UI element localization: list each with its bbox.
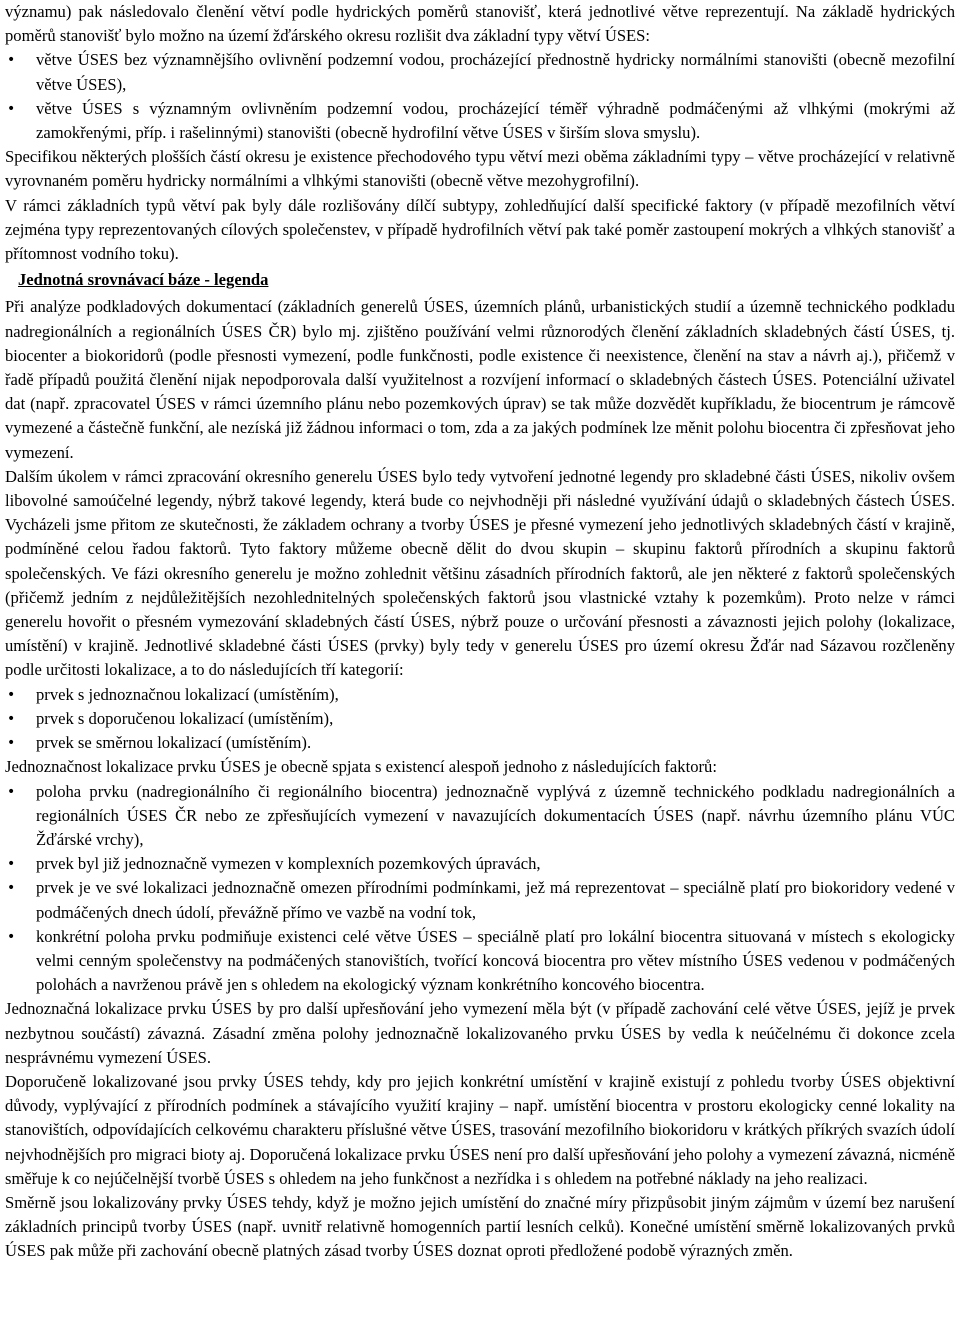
list-item: • prvek s jednoznačnou lokalizací (umístěním), [5,683,955,707]
paragraph-specifics: Specifikou některých plošších částí okresu je existence přechodového typu větví mezi oběma základními typy – větve procházející v relativně vyrovnaném poměru hydricky normálními a vlhkými stanovišti (obecně větve mezohygrofilní). [5,147,955,191]
intro-paragraph: významu) pak následovalo členění větví podle hydrických poměrů stanovišť, která jednotlivé větve reprezentují. Na základě hydrických poměrů stanovišť bylo možno na území žďárského okresu rozlišit dva základní typy větví ÚSES: [5,2,955,46]
section-heading [18,268,955,292]
section-heading-text: Jednotná srovnávací báze - legenda [18,270,269,290]
paragraph-binding: Jednoznačná lokalizace prvku ÚSES by pro další upřesňování jeho vymezení měla být (v případě zachování celé větve ÚSES, jejíž je prvek nezbytnou součástí) závazná. Zásadní změna polohy jednoznačně lokalizovaného prvku ÚSES by vedla k neúčelnému či dokonce zcela nesprávnému vymezení ÚSES. [5,999,955,1067]
paragraph-analysis: Při analýze podkladových dokumentací (základních generelů ÚSES, územních plánů, urbanistických studií a územně technického podkladu nadregionálních a regionálních ÚSES ČR) bylo mj. zjištěno používání velmi různorodých členění základních skladebných částí ÚSES, tj. biocenter a biokoridorů (podle přesnosti vymezení, podle funkčnosti, podle existence či neexistence, členění na stav a návrh aj.), přičemž v řadě případů použitá členění nijak nepodporovala další využitelnost a rozvíjení informací o skladebných částech ÚSES. Potenciální uživatel dat (např. zpracovatel ÚSES v rámci územního plánu nebo pozemkových úprav) se tak může dozvědět kupříkladu, že biocentrum je rámcově vymezené a částečně funkční, ale nezíská již žádnou informaci o tom, zda a za jakých podmínek lze měnit polohu biocentra či zpřesňovat jeho vymezení. [5,297,955,462]
branch-type-list [5,48,955,145]
factor-list [5,780,955,998]
list-item: • větve ÚSES s významným ovlivněním podzemní vodou, procházející téměř výhradně podmáčenými až vlhkými (mokrými až zamokřenými, příp. i rašelinnými) stanovišti (obecně hydrofilní větve ÚSES v širším slova smyslu). [5,97,955,145]
paragraph-unambiguous: Jednoznačnost lokalizace prvku ÚSES je obecně spjata s existencí alespoň jednoho z následujících faktorů: [5,757,717,777]
localization-category-list [5,683,955,756]
list-item: • prvek s doporučenou lokalizací (umístěním), [5,707,955,731]
list-item: • prvek byl již jednoznačně vymezen v komplexních pozemkových úpravách, [5,852,955,876]
list-item: • konkrétní poloha prvku podmiňuje existenci celé větve ÚSES – speciálně platí pro lokální biocentra situovaná v místech s ekologicky velmi cenným společenstvy na podmáčených stanovištích, tvořící koncová biocentra pro větev místního ÚSES vedenou v podmáčených polohách a navrženou právě jen s ohledem na ekologický význam konkrétního koncového biocentra. [5,925,955,998]
list-item: • prvek se směrnou lokalizací (umístěním). [5,731,955,755]
list-item: • větve ÚSES bez významnějšího ovlivnění podzemní vodou, procházející přednostně hydricky normálními stanovišti (obecně mezofilní větve ÚSES), [5,48,955,96]
paragraph-indicative: Směrně jsou lokalizovány prvky ÚSES tehdy, když je možno jejich umístění do značné míry přizpůsobit jiným zájmům v území bez narušení základních principů tvorby ÚSES (např. uvnitř relativně homogenních partií lesních celků). Konečné umístění směrně lokalizovaných prvků ÚSES pak může při zachování obecně platných zásad tvorby ÚSES doznat oproti předložené podobě výrazných změn. [5,1192,955,1261]
paragraph-recommended: Doporučeně lokalizované jsou prvky ÚSES tehdy, kdy pro jejich konkrétní umístění v krajině existují z pohledu tvorby ÚSES objektivní důvody, vyplývající z přírodních podmínek a stávajícího využití krajiny – např. umístění biocentra v prostoru ekologicky cenné lokality na stanovištích, odpovídajících celkovému charakteru příslušné větve ÚSES, trasování mezofilního biokoridoru v krátkých příkrých svazích údolí nejvhodnějších pro migraci bioty aj. Doporučená lokalizace prvku ÚSES není pro další upřesňování jeho polohy a vymezení závazná, nicméně směřuje k co nejúčelnější tvorbě ÚSES s ohledem na jeho funkčnost a nezřídka i s ohledem na potřebné náklady na jeho realizaci. [5,1071,955,1188]
list-item: • prvek je ve své lokalizaci jednoznačně omezen přírodními podmínkami, jež má reprezentovat – speciálně platí pro biokoridory vedené v podmáčených dnech údolí, převážně přímo ve vazbě na vodní tok, [5,876,955,924]
paragraph-legend-task: Dalším úkolem v rámci zpracování okresního generelu ÚSES bylo tedy vytvoření jednotné legendy pro skladebné části ÚSES, nikoliv ovšem libovolné samoúčelné legendy, nýbrž takové legendy, která bude co nejvhodněji při následné využívání údajů o skladebných částech ÚSES. Vycházeli jsme přitom ze skutečnosti, že základem ochrany a tvorby ÚSES je přesné vymezení jeho jednotlivých skladebných částí v krajině, podmíněné celou řadou faktorů. Tyto faktory můžeme obecně dělit do dvou skupin – skupinu faktorů přírodních a skupinu faktorů společenských. Ve fázi okresního generelu je možno zohlednit většinu zásadních přírodních faktorů, ale jen některé z faktorů společenských (přičemž jedním z nejdůležitějších nezohlednitelných společenských faktorů jsou vlastnické vztahy k pozemkům). Proto nelze v rámci generelu hovořit o přesném vymezování skladebných částí ÚSES, nýbrž pouze o určování přesnosti a závaznosti jejich polohy (lokalizace, umístění) v krajině. Jednotlivé skladebné části ÚSES (prvky) byly tedy v generelu ÚSES pro území okresu Žďár nad Sázavou rozčleněny podle určitosti lokalizace, a to do následujících tří kategorií: [5,466,955,680]
paragraph-subtypes: V rámci základních typů větví pak byly dále rozlišovány dílčí subtypy, zohledňující další specifické faktory (v případě mezofilních větví zejména typy reprezentovaných cílových společenstev, v případě hydrofilních větví pak také poměr zastoupení mokrých a vlhkých stanovišť a přítomnost vodního toku). [5,195,955,264]
list-item: • poloha prvku (nadregionálního či regionálního biocentra) jednoznačně vyplývá z územně technického podkladu nadregionálních a regionálních ÚSES ČR nebo ze zpřesňujících vymezení v navazujících dokumentacích ÚSES (např. návrhu územního plánu VÚC Žďárské vrchy), [5,780,955,853]
